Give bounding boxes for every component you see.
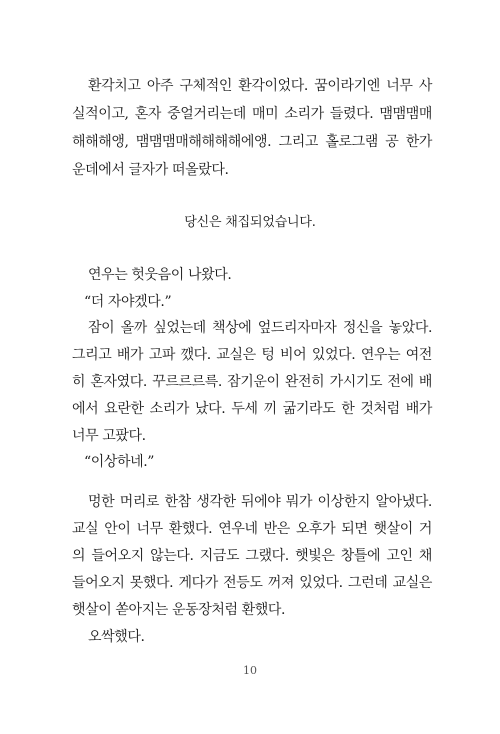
text-line: 너무 고팠다. bbox=[72, 428, 146, 444]
text-line: 그리고 배가 고파 깼다. 교실은 텅 비어 있었다. 연우는 여전 bbox=[72, 347, 432, 363]
dialogue-line: “더 자야겠다.” bbox=[84, 294, 172, 310]
text-line: 실적이고, 혼자 중얼거리는데 매미 소리가 들렸다. 맴맴맴매 bbox=[72, 106, 432, 122]
text-line: 해해해앵, 맴맴맴매해해해해에앵. 그리고 홀로그램 공 한가 bbox=[72, 134, 432, 150]
text-line: 연우는 헛웃음이 나왔다. bbox=[88, 267, 232, 283]
text-line: 에서 요란한 소리가 났다. 두세 끼 굶기라도 한 것처럼 배가 bbox=[72, 401, 432, 417]
text-line: 잠이 올까 싶었는데 책상에 엎드리자마자 정신을 놓았다. bbox=[88, 320, 432, 336]
text-line: 햇살이 쏟아지는 운동장처럼 환했다. bbox=[72, 602, 286, 618]
page-number: 10 bbox=[243, 664, 257, 677]
text-line: 들어오지 못했다. 게다가 전등도 꺼져 있었다. 그런데 교실은 bbox=[72, 575, 432, 591]
text-line: 환각치고 아주 구체적인 환각이었다. 꿈이라기엔 너무 사 bbox=[88, 78, 432, 94]
dialogue-line: “이상하네.” bbox=[84, 454, 155, 470]
text-line: 히 혼자였다. 꾸르르르륵. 잠기운이 완전히 가시기도 전에 배 bbox=[72, 374, 432, 390]
text-line: 의 들어오지 않는다. 지금도 그랬다. 햇빛은 창틀에 고인 채 bbox=[72, 548, 432, 564]
text-line: 멍한 머리로 한참 생각한 뒤에야 뭐가 이상한지 알아냈다. bbox=[88, 494, 432, 510]
text-line: 교실 안이 너무 환했다. 연우네 반은 오후가 되면 햇살이 거 bbox=[72, 521, 432, 537]
text-line: 오싹했다. bbox=[88, 629, 145, 645]
text-line: 운데에서 글자가 떠올랐다. bbox=[72, 162, 229, 178]
system-message: 당신은 채집되었습니다. bbox=[184, 215, 316, 230]
